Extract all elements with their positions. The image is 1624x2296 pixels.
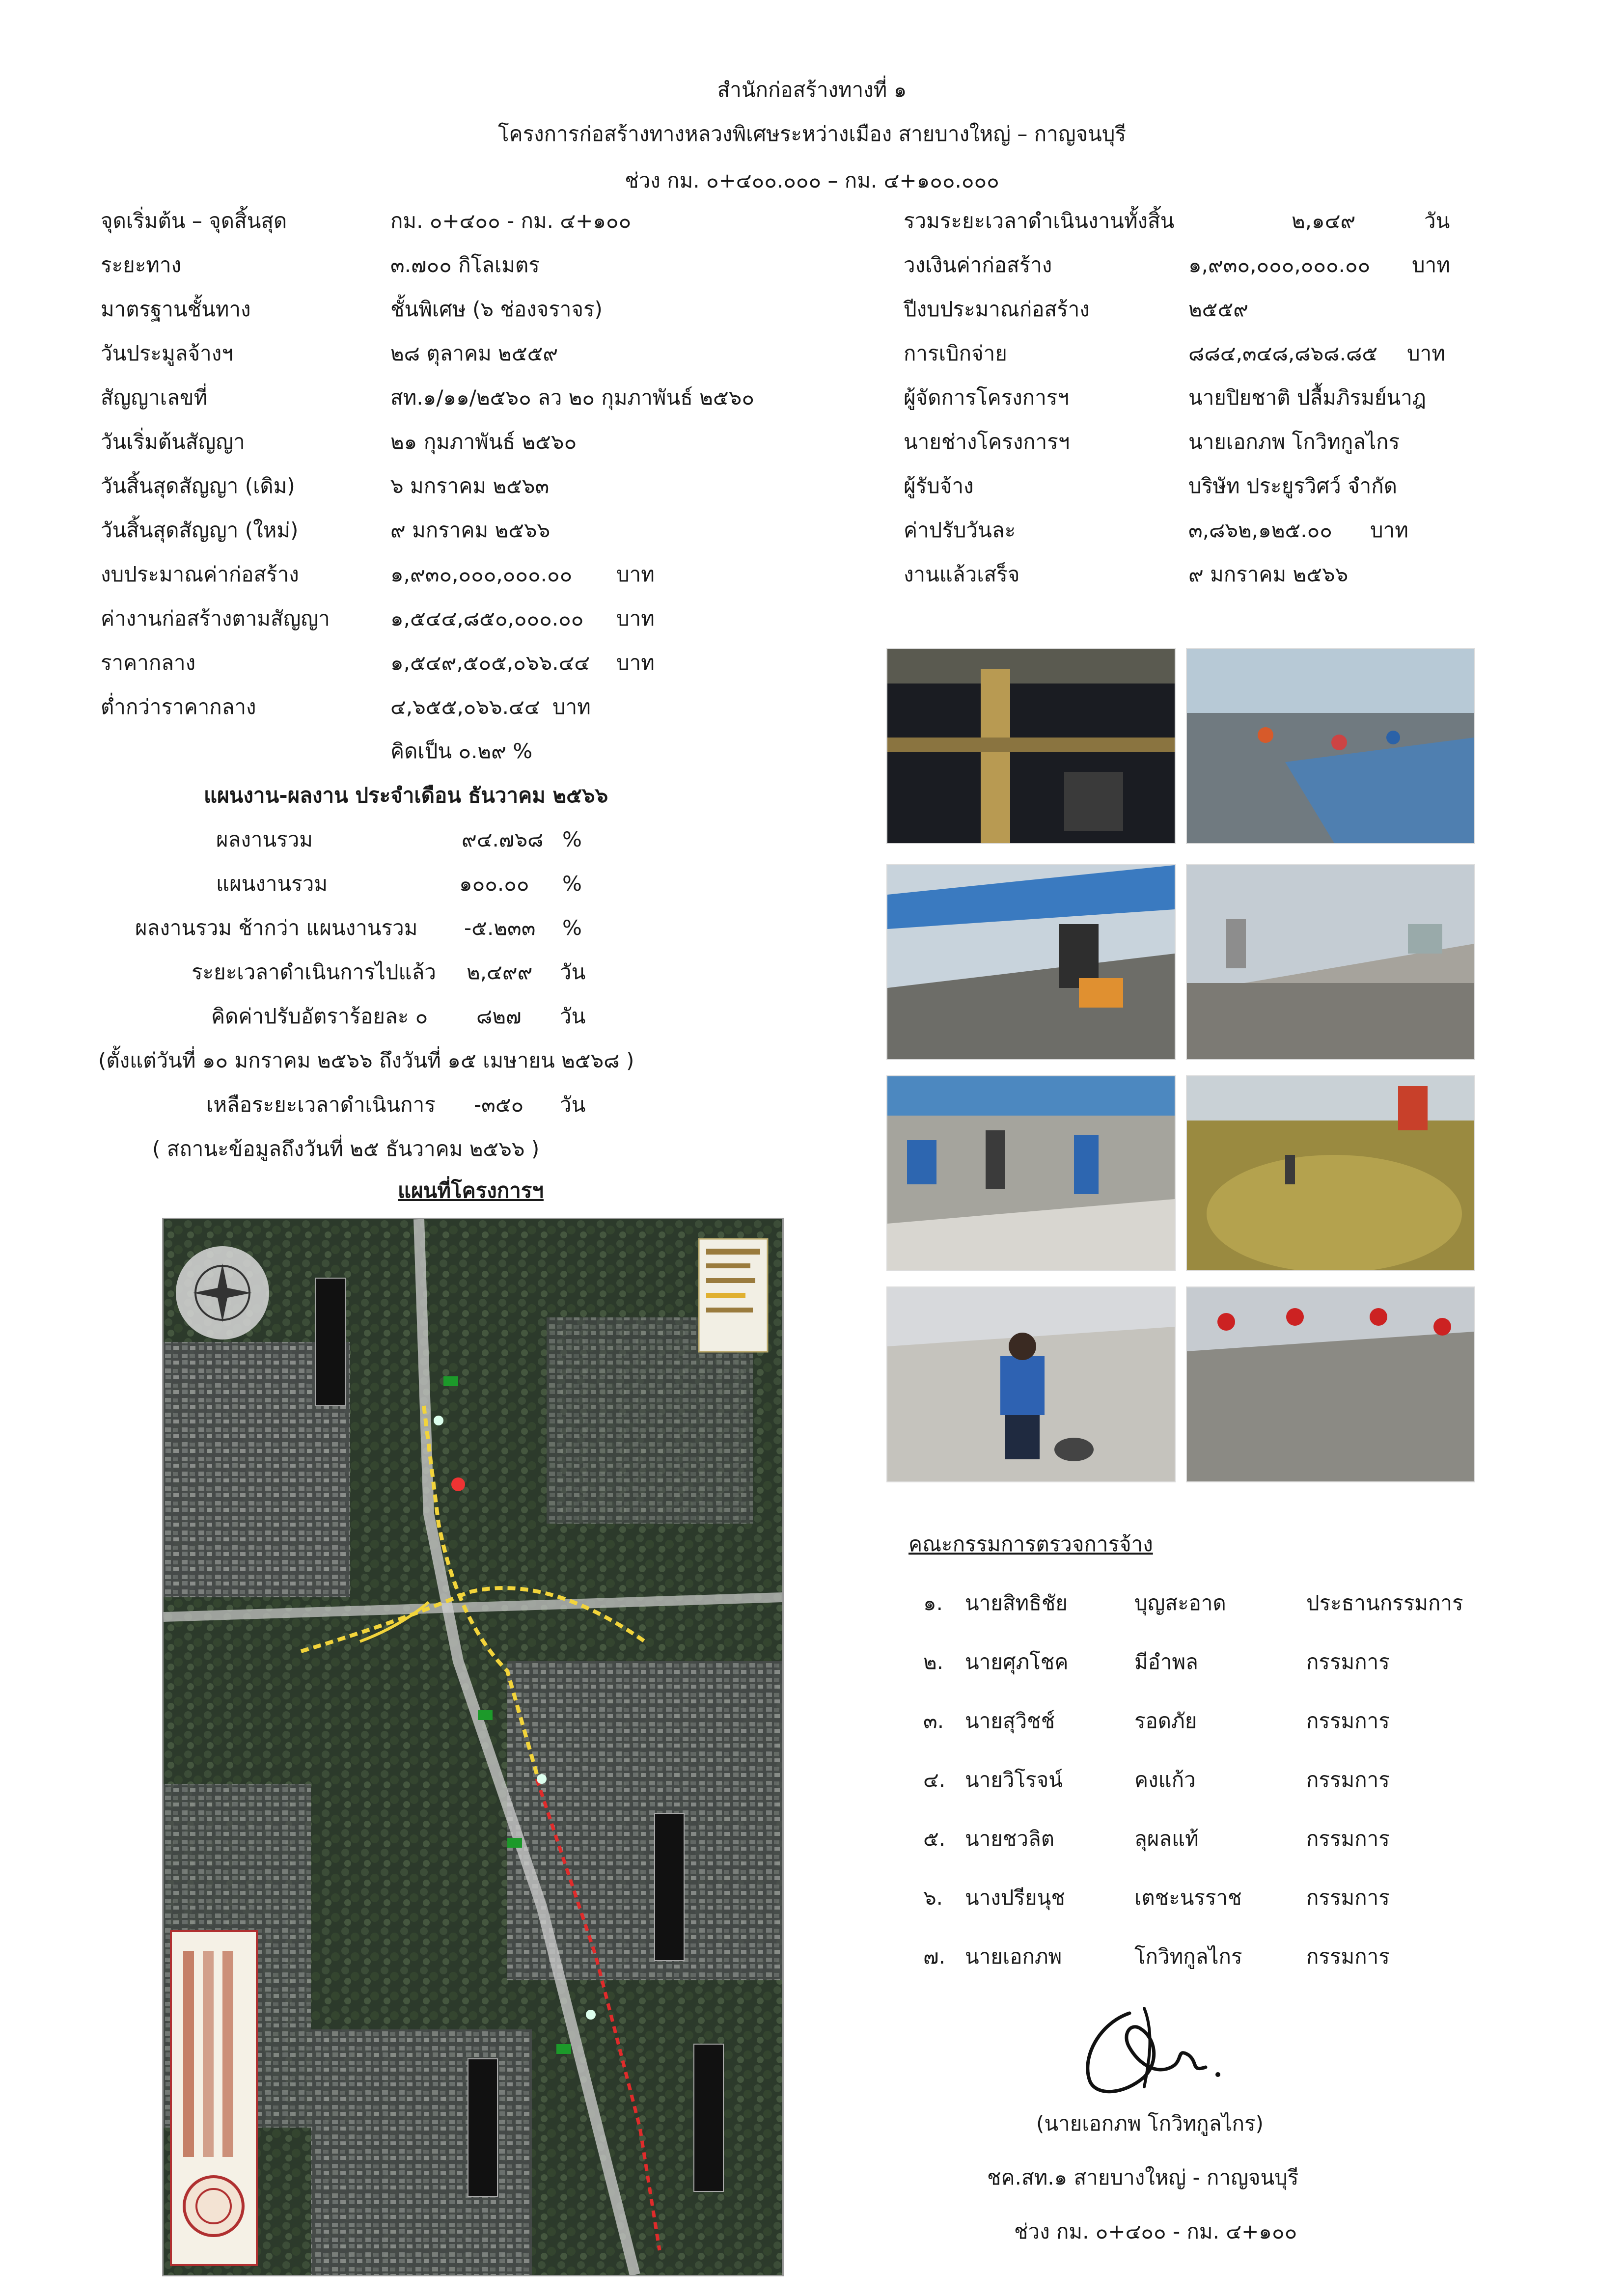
construction-photo bbox=[1186, 648, 1475, 844]
info-value: ๒๕๕๙ bbox=[1188, 297, 1249, 321]
construction-photo bbox=[886, 648, 1176, 844]
signatory-section: ช่วง กม. ๐+๔๐๐ - กม. ๔+๑๐๐ bbox=[1014, 2219, 1297, 2243]
member-role: กรรมการ bbox=[1306, 1827, 1390, 1851]
info-label: จุดเริ่มต้น – จุดสิ้นสุด bbox=[101, 209, 287, 233]
member-no: ๒. bbox=[923, 1650, 944, 1674]
office-title: สำนักก่อสร้างทางที่ ๑ bbox=[717, 78, 907, 102]
info-value: ๓,๘๖๒,๑๒๕.๐๐ bbox=[1188, 518, 1332, 542]
signatory-name: (นายเอกภพ โกวิทกูลไกร) bbox=[1036, 2111, 1264, 2135]
info-value: ๑,๕๔๙,๕๐๕,๐๖๖.๔๔ bbox=[390, 651, 590, 675]
info-value: ๔,๖๕๕,๐๖๖.๔๔ bbox=[390, 695, 540, 719]
info-label: ผู้รับจ้าง bbox=[904, 474, 974, 498]
info-label: การเบิกจ่าย bbox=[904, 341, 1007, 365]
member-first-name: นางปรียนุช bbox=[965, 1886, 1065, 1910]
info-value: ๖ มกราคม ๒๕๖๓ bbox=[390, 474, 550, 498]
info-label: วงเงินค่าก่อสร้าง bbox=[904, 253, 1052, 277]
construction-photo bbox=[1186, 1286, 1475, 1482]
info-label: นายช่างโครงการฯ bbox=[904, 430, 1070, 454]
member-last-name: เตชะนรราช bbox=[1134, 1886, 1242, 1910]
info-label: มาตรฐานชั้นทาง bbox=[101, 297, 251, 321]
member-first-name: นายเอกภพ bbox=[965, 1944, 1062, 1968]
info-value: ๒,๑๔๙ bbox=[1292, 209, 1356, 233]
info-label: วันสิ้นสุดสัญญา (เดิม) bbox=[101, 474, 295, 498]
progress-value: ๑๐๐.๐๐ bbox=[459, 872, 529, 896]
info-label: ราคากลาง bbox=[101, 651, 196, 675]
member-no: ๔. bbox=[923, 1768, 946, 1792]
info-label: ปีงบประมาณก่อสร้าง bbox=[904, 297, 1090, 321]
progress-label: คิดค่าปรับอัตราร้อยละ ๐ bbox=[211, 1004, 428, 1028]
info-label: ค่างานก่อสร้างตามสัญญา bbox=[101, 606, 330, 630]
progress-value: ๙๔.๗๖๘ bbox=[462, 827, 544, 851]
info-value: สท.๑/๑๑/๒๕๖๐ ลว ๒๐ กุมภาพันธ์ ๒๕๖๐ bbox=[390, 385, 754, 410]
info-value: ๑,๙๓๐,๐๐๐,๐๐๐.๐๐ bbox=[1188, 253, 1371, 277]
progress-unit: วัน bbox=[560, 960, 586, 984]
committee-title: คณะกรรมการตรวจการจ้าง bbox=[908, 1532, 1153, 1556]
progress-label: ระยะเวลาดำเนินการไปแล้ว bbox=[192, 960, 436, 984]
info-value: บริษัท ประยูรวิศว์ จำกัด bbox=[1188, 474, 1397, 498]
progress-unit: % bbox=[562, 872, 582, 896]
info-value: ๑,๕๔๔,๘๕๐,๐๐๐.๐๐ bbox=[390, 606, 584, 630]
member-last-name: โกวิทกูลไกร bbox=[1134, 1944, 1242, 1968]
member-role: กรรมการ bbox=[1306, 1709, 1390, 1733]
info-value: ๒๘ ตุลาคม ๒๕๕๙ bbox=[390, 341, 558, 365]
progress-value: -๓๕๐ bbox=[474, 1093, 524, 1117]
member-no: ๕. bbox=[923, 1827, 946, 1851]
signatory-position: ชค.สท.๑ สายบางใหญ่ - กาญจนบุรี bbox=[987, 2165, 1299, 2189]
progress-status-note: ( สถานะข้อมูลถึงวันที่ ๒๕ ธันวาคม ๒๕๖๖ ) bbox=[152, 1137, 540, 1161]
member-role: กรรมการ bbox=[1306, 1886, 1390, 1910]
project-title: โครงการก่อสร้างทางหลวงพิเศษระหว่างเมือง สายบางใหญ่ – กาญจนบุรี bbox=[497, 122, 1127, 146]
member-last-name: มีอำพล bbox=[1134, 1650, 1198, 1674]
info-label: สัญญาเลขที่ bbox=[101, 385, 208, 410]
member-first-name: นายสิทธิชัย bbox=[965, 1591, 1068, 1615]
member-role: ประธานกรรมการ bbox=[1306, 1591, 1463, 1615]
member-last-name: คงแก้ว bbox=[1134, 1768, 1196, 1792]
info-value: ๘๘๔,๓๔๘,๘๖๘.๘๕ bbox=[1188, 341, 1378, 365]
info-label: วันเริ่มต้นสัญญา bbox=[101, 430, 245, 454]
member-no: ๖. bbox=[923, 1886, 943, 1910]
info-label: งานแล้วเสร็จ bbox=[904, 562, 1020, 586]
info-unit: บาท bbox=[616, 651, 655, 675]
member-first-name: นายศุภโชค bbox=[965, 1650, 1069, 1674]
info-value: นายเอกภพ โกวิทกูลไกร bbox=[1188, 430, 1400, 454]
construction-photo bbox=[886, 864, 1176, 1060]
member-first-name: นายชวลิต bbox=[965, 1827, 1055, 1851]
section-title: ช่วง กม. ๐+๔๐๐.๐๐๐ – กม. ๔+๑๐๐.๐๐๐ bbox=[625, 168, 999, 192]
info-label: ต่ำกว่าราคากลาง bbox=[101, 695, 256, 719]
progress-unit: % bbox=[562, 827, 582, 851]
info-unit: บาท bbox=[616, 562, 655, 586]
info-label: งบประมาณค่าก่อสร้าง bbox=[101, 562, 299, 586]
member-last-name: ลุผลแท้ bbox=[1134, 1827, 1199, 1851]
info-value: นายปิยชาติ ปลื้มภิรมย์นาฎ bbox=[1188, 385, 1427, 410]
member-role: กรรมการ bbox=[1306, 1944, 1390, 1968]
info-unit: บาท bbox=[552, 695, 591, 719]
info-value: ๙ มกราคม ๒๕๖๖ bbox=[1188, 562, 1349, 586]
member-role: กรรมการ bbox=[1306, 1650, 1390, 1674]
progress-value: ๒,๔๙๙ bbox=[467, 960, 533, 984]
construction-photo bbox=[1186, 864, 1475, 1060]
progress-title: แผนงาน-ผลงาน ประจำเดือน ธันวาคม ๒๕๖๖ bbox=[204, 783, 608, 807]
info-label: ระยะทาง bbox=[101, 253, 182, 277]
construction-photo bbox=[1186, 1075, 1475, 1271]
progress-unit: วัน bbox=[560, 1004, 586, 1028]
info-unit: บาท bbox=[1407, 341, 1445, 365]
member-no: ๗. bbox=[923, 1944, 945, 1968]
member-first-name: นายสุวิชช์ bbox=[965, 1709, 1055, 1733]
info-label: วันสิ้นสุดสัญญา (ใหม่) bbox=[101, 518, 299, 542]
progress-value: -๕.๒๓๓ bbox=[464, 916, 536, 940]
progress-value: ๘๒๗ bbox=[476, 1004, 522, 1028]
info-value: ๑,๙๓๐,๐๐๐,๐๐๐.๐๐ bbox=[390, 562, 573, 586]
progress-label: ผลงานรวม ช้ากว่า แผนงานรวม bbox=[135, 916, 418, 940]
progress-unit: % bbox=[562, 916, 582, 940]
info-label: วันประมูลจ้างฯ bbox=[101, 341, 233, 365]
member-last-name: บุญสะอาด bbox=[1134, 1591, 1226, 1615]
construction-photo bbox=[886, 1286, 1176, 1482]
info-unit: บาท bbox=[616, 606, 655, 630]
info-unit: วัน bbox=[1424, 209, 1450, 233]
info-unit: บาท bbox=[1412, 253, 1450, 277]
info-label: รวมระยะเวลาดำเนินงานทั้งสิ้น bbox=[904, 209, 1175, 233]
member-role: กรรมการ bbox=[1306, 1768, 1390, 1792]
member-no: ๑. bbox=[923, 1591, 943, 1615]
info-label: ผู้จัดการโครงการฯ bbox=[904, 385, 1069, 410]
progress-label: เหลือระยะเวลาดำเนินการ bbox=[206, 1093, 436, 1117]
progress-label: แผนงานรวม bbox=[216, 872, 328, 896]
progress-unit: วัน bbox=[560, 1093, 586, 1117]
info-value: กม. ๐+๔๐๐ - กม. ๔+๑๐๐ bbox=[390, 209, 632, 233]
info-value: ชั้นพิเศษ (๖ ช่องจราจร) bbox=[390, 297, 603, 321]
construction-photo bbox=[886, 1075, 1176, 1271]
info-value: ๒๑ กุมภาพันธ์ ๒๕๖๐ bbox=[390, 430, 577, 454]
map-title: แผนที่โครงการฯ bbox=[398, 1178, 544, 1203]
member-first-name: นายวิโรจน์ bbox=[965, 1768, 1063, 1792]
info-value: คิดเป็น ๐.๒๙ % bbox=[390, 739, 533, 763]
info-unit: บาท bbox=[1370, 518, 1408, 542]
info-label: ค่าปรับวันละ bbox=[904, 518, 1016, 542]
info-value: ๓.๗๐๐ กิโลเมตร bbox=[390, 253, 540, 277]
project-map bbox=[162, 1218, 784, 2276]
member-no: ๓. bbox=[923, 1709, 944, 1733]
signature-image bbox=[1071, 1994, 1257, 2102]
progress-label: ผลงานรวม bbox=[216, 827, 313, 851]
member-last-name: รอดภัย bbox=[1134, 1709, 1197, 1733]
info-value: ๙ มกราคม ๒๕๖๖ bbox=[390, 518, 551, 542]
progress-note: (ตั้งแต่วันที่ ๑๐ มกราคม ๒๕๖๖ ถึงวันที่ ๑๕ เมษายน ๒๕๖๘ ) bbox=[98, 1048, 634, 1072]
